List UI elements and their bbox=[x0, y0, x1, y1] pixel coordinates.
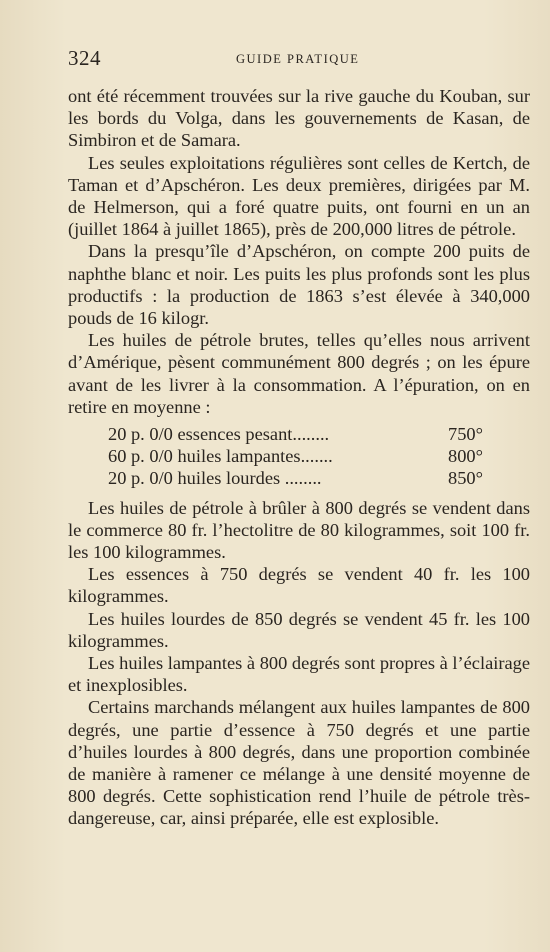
paragraph: Certains marchands mélangent aux huiles lampantes de 800 degrés, une partie d’essence à 750 degrés et une partie d’huiles lourdes à 800 degrés, dans une proportion combinée de manière à ramener ce mélange à une densité moyenne de 800 degrés. Cette sophistication rend l’huile de pétrole très-dangereuse, car, ainsi préparée, elle est explosible. bbox=[68, 697, 530, 829]
list-item bbox=[68, 445, 530, 467]
list-item-label: 20 p. 0/0 huiles lourdes ........ bbox=[108, 468, 322, 489]
list-item-value: 850° bbox=[448, 468, 483, 489]
list-item bbox=[68, 467, 530, 489]
list-item bbox=[68, 423, 530, 445]
paragraph: ont été récemment trouvées sur la rive gauche du Kouban, sur les bords du Volga, dans les gouvernements de Kasan, de Simbiron et de Samara. bbox=[68, 86, 530, 151]
paragraph: Les huiles lourdes de 850 degrés se vendent 45 fr. les 100 kilogrammes. bbox=[68, 608, 530, 651]
paragraph: Les huiles de pétrole à brûler à 800 degrés se vendent dans le commerce 80 fr. l’hectolitre de 80 kilogrammes, soit 100 fr. les 100 kilogrammes. bbox=[68, 497, 530, 563]
paragraph: Les essences à 750 degrés se vendent 40 fr. les 100 kilogrammes. bbox=[68, 564, 530, 607]
paragraph: Les huiles de pétrole brutes, telles qu’elles nous arrivent d’Amérique, pèsent communément 800 degrés ; on les épure avant de les livrer à la consommation. A l’épuration, on en retire en moyenne : bbox=[68, 330, 530, 417]
paragraph: Les huiles lampantes à 800 degrés sont propres à l’éclairage et inexplosibles. bbox=[68, 653, 530, 696]
body-text bbox=[68, 85, 530, 830]
running-head: GUIDE PRATIQUE bbox=[236, 52, 360, 66]
distillation-list bbox=[68, 423, 530, 490]
page-header bbox=[68, 46, 530, 76]
list-item-value: 750° bbox=[448, 424, 483, 445]
list-item-label: 20 p. 0/0 essences pesant........ bbox=[108, 424, 330, 445]
list-item-label: 60 p. 0/0 huiles lampantes....... bbox=[108, 446, 333, 467]
paragraph: Dans la presqu’île d’Apschéron, on compte 200 puits de naphthe blanc et noir. Les puits les plus profonds sont les plus productifs : la production de 1863 s’est élevée à 340,000 pouds de 16 kilogr. bbox=[68, 241, 530, 329]
paragraph: Les seules exploitations régulières sont celles de Kertch, de Taman et d’Apschéron. Les deux premières, dirigées par M. de Helmerson, qui a foré quatre puits, ont fourni en un an (juillet 1864 à juillet 1865), près de 200,000 litres de pétrole. bbox=[68, 152, 530, 240]
page-number: 324 bbox=[68, 46, 101, 70]
list-item-value: 800° bbox=[448, 446, 483, 467]
